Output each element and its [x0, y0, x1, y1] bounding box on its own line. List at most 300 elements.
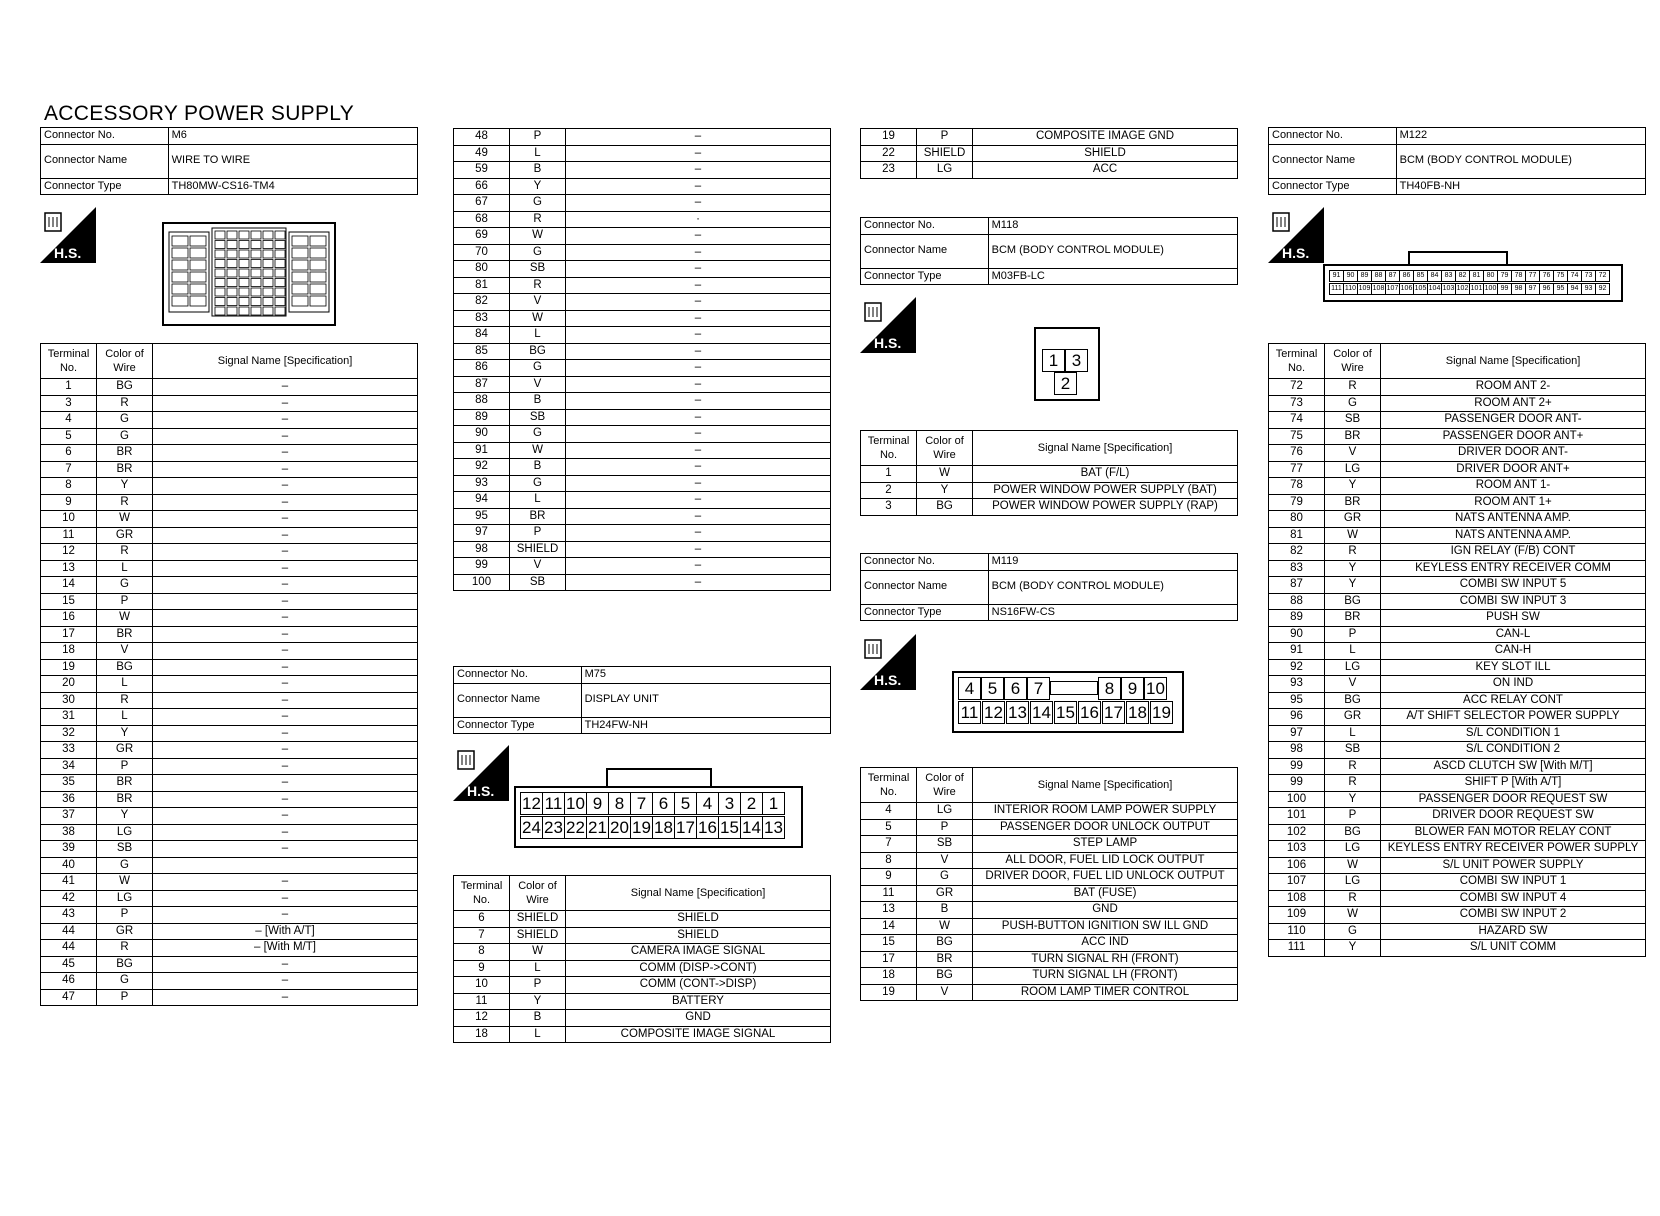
connector-type-value: TH24FW-NH: [581, 717, 830, 734]
table-row: [454, 1026, 831, 1043]
pin: 8: [608, 792, 631, 815]
wire-color-cell: Y: [1325, 791, 1381, 808]
wire-color-cell: W: [510, 944, 566, 961]
wire-color-cell: V: [510, 294, 566, 311]
terminal-no-cell: 85: [454, 343, 510, 360]
signal-name-cell: CAN-H: [1381, 643, 1646, 660]
pin: 22: [564, 816, 587, 839]
terminal-no-cell: 14: [41, 577, 97, 594]
wire-color-cell: L: [510, 327, 566, 344]
pin: 8: [1098, 677, 1121, 700]
pin: 90: [1343, 270, 1358, 282]
connector-m122-face: [1323, 264, 1623, 302]
pin: 6: [1004, 677, 1027, 700]
wire-color-cell: Y: [510, 993, 566, 1010]
table-row: [454, 360, 831, 377]
terminal-no-cell: 73: [1269, 395, 1325, 412]
signal-name-cell: –: [153, 725, 418, 742]
pin: 1: [1042, 349, 1065, 372]
connector-name-value: BCM (BODY CONTROL MODULE): [988, 234, 1237, 268]
terminal-no-cell: 20: [41, 676, 97, 693]
wire-color-cell: B: [510, 459, 566, 476]
pin: 74: [1567, 270, 1582, 282]
terminal-no-cell: 100: [1269, 791, 1325, 808]
wire-color-cell: BG: [917, 935, 973, 952]
signal-name-header: Signal Name [Specification]: [973, 768, 1238, 803]
wire-color-cell: V: [917, 852, 973, 869]
terminal-no-cell: 46: [41, 973, 97, 990]
table-row: [1269, 824, 1646, 841]
m6-terminal-table-cont-wrap: [453, 128, 831, 591]
pin: 15: [1054, 701, 1077, 724]
pin: 73: [1581, 270, 1596, 282]
pin: 9: [1121, 677, 1144, 700]
table-row: [41, 940, 418, 957]
harness-side-icon: [860, 297, 916, 353]
table-row: [1269, 593, 1646, 610]
connector-no-value: M75: [581, 667, 830, 684]
connector-no-value: M119: [988, 554, 1237, 571]
table-row: [861, 852, 1238, 869]
terminal-no-header: Terminal No.: [1269, 344, 1325, 379]
wire-color-cell: W: [510, 442, 566, 459]
table-row: [1269, 692, 1646, 709]
wire-color-cell: SHIELD: [510, 927, 566, 944]
wire-color-cell: SB: [1325, 742, 1381, 759]
signal-name-cell: –: [566, 129, 831, 146]
pin: 98: [1511, 283, 1526, 295]
signal-name-cell: – [With M/T]: [153, 940, 418, 957]
table-row: [1269, 857, 1646, 874]
wire-color-cell: BG: [1325, 692, 1381, 709]
pin: 104: [1427, 283, 1442, 295]
pin: 89: [1357, 270, 1372, 282]
connector-no-value: M122: [1396, 128, 1645, 145]
signal-name-cell: –: [566, 228, 831, 245]
terminal-no-cell: 83: [454, 310, 510, 327]
terminal-no-cell: 19: [41, 659, 97, 676]
wire-color-cell: Y: [97, 478, 153, 495]
terminal-no-cell: 74: [1269, 412, 1325, 429]
wire-color-cell: Y: [1325, 577, 1381, 594]
terminal-no-cell: 39: [41, 841, 97, 858]
signal-name-cell: –: [153, 445, 418, 462]
connector-type-value: NS16FW-CS: [988, 604, 1237, 621]
signal-name-header: Signal Name [Specification]: [1381, 344, 1646, 379]
pin: 13: [762, 816, 785, 839]
terminal-no-cell: 88: [454, 393, 510, 410]
signal-name-cell: –: [566, 277, 831, 294]
table-row: [454, 211, 831, 228]
table-row: [1269, 808, 1646, 825]
pin: 109: [1357, 283, 1372, 295]
terminal-no-cell: 66: [454, 178, 510, 195]
wire-color-cell: W: [1325, 907, 1381, 924]
terminal-no-cell: 40: [41, 857, 97, 874]
terminal-no-cell: 78: [1269, 478, 1325, 495]
table-row: [454, 376, 831, 393]
terminal-no-cell: 97: [1269, 725, 1325, 742]
pin: 80: [1483, 270, 1498, 282]
table-row: [454, 574, 831, 591]
terminal-no-cell: 22: [861, 145, 917, 162]
m75-terminal-table-cont: [860, 128, 1238, 179]
wire-color-cell: V: [917, 984, 973, 1001]
terminal-no-cell: 16: [41, 610, 97, 627]
signal-name-cell: –: [566, 541, 831, 558]
terminal-no-cell: 34: [41, 758, 97, 775]
wire-color-cell: BR: [1325, 610, 1381, 627]
terminal-no-cell: 3: [861, 499, 917, 516]
pin: 24: [520, 816, 543, 839]
terminal-no-cell: 89: [1269, 610, 1325, 627]
terminal-no-header: Terminal No.: [861, 431, 917, 466]
terminal-no-cell: 59: [454, 162, 510, 179]
wire-color-cell: R: [1325, 379, 1381, 396]
signal-name-cell: PASSENGER DOOR REQUEST SW: [1381, 791, 1646, 808]
wire-color-cell: GR: [97, 923, 153, 940]
table-row: [454, 541, 831, 558]
signal-name-cell: ROOM LAMP TIMER CONTROL: [973, 984, 1238, 1001]
wire-color-cell: V: [510, 558, 566, 575]
wire-color-cell: R: [1325, 775, 1381, 792]
terminal-no-cell: 13: [41, 560, 97, 577]
wire-color-cell: GR: [1325, 511, 1381, 528]
signal-name-cell: –: [153, 907, 418, 924]
terminal-no-cell: 9: [861, 869, 917, 886]
wire-color-cell: R: [97, 692, 153, 709]
signal-name-cell: ACC IND: [973, 935, 1238, 952]
signal-name-cell: PUSH-BUTTON IGNITION SW ILL GND: [973, 918, 1238, 935]
wire-color-cell: P: [97, 593, 153, 610]
connector-type-label: Connector Type: [41, 178, 169, 195]
terminal-no-cell: 92: [454, 459, 510, 476]
table-row: [1269, 428, 1646, 445]
pin: 103: [1441, 283, 1456, 295]
table-row: [1269, 395, 1646, 412]
signal-name-cell: COMPOSITE IMAGE SIGNAL: [566, 1026, 831, 1043]
connector-type-value: M03FB-LC: [988, 268, 1237, 285]
connector-no-label: Connector No.: [861, 218, 989, 235]
signal-name-cell: –: [153, 841, 418, 858]
terminal-no-cell: 86: [454, 360, 510, 377]
terminal-no-cell: 79: [1269, 494, 1325, 511]
signal-name-cell: TURN SIGNAL LH (FRONT): [973, 968, 1238, 985]
terminal-no-cell: 69: [454, 228, 510, 245]
signal-name-cell: ACC: [973, 162, 1238, 179]
table-row: [1269, 890, 1646, 907]
terminal-no-cell: 43: [41, 907, 97, 924]
terminal-no-cell: 67: [454, 195, 510, 212]
signal-name-cell: SHIELD: [973, 145, 1238, 162]
table-row: [1269, 610, 1646, 627]
wire-color-cell: P: [917, 129, 973, 146]
table-row: [454, 393, 831, 410]
table-row: [1269, 527, 1646, 544]
terminal-no-cell: 49: [454, 145, 510, 162]
wire-color-cell: SB: [510, 409, 566, 426]
terminal-no-cell: 99: [454, 558, 510, 575]
connector-info-table: [860, 553, 1238, 621]
terminal-no-cell: 6: [454, 911, 510, 928]
terminal-no-cell: 7: [454, 927, 510, 944]
wire-color-cell: L: [1325, 725, 1381, 742]
table-row: [41, 659, 418, 676]
wire-color-cell: L: [510, 145, 566, 162]
wire-color-cell: Y: [1325, 560, 1381, 577]
table-row: [454, 558, 831, 575]
wire-color-cell: P: [917, 819, 973, 836]
table-row: [41, 923, 418, 940]
signal-name-cell: HAZARD SW: [1381, 923, 1646, 940]
wire-color-cell: SHIELD: [510, 911, 566, 928]
terminal-no-cell: 88: [1269, 593, 1325, 610]
terminal-no-cell: 97: [454, 525, 510, 542]
table-row: [861, 129, 1238, 146]
wire-color-cell: BG: [97, 956, 153, 973]
svg-text:H.S.: H.S.: [467, 783, 495, 799]
connector-info-table: [40, 127, 418, 195]
wire-color-cell: W: [510, 228, 566, 245]
table-row: [454, 244, 831, 261]
wire-color-cell: R: [510, 211, 566, 228]
wire-color-cell: LG: [97, 824, 153, 841]
signal-name-cell: –: [566, 195, 831, 212]
pin: 88: [1371, 270, 1386, 282]
table-row: [1269, 577, 1646, 594]
signal-name-cell: ASCD CLUTCH SW [With M/T]: [1381, 758, 1646, 775]
table-row: [1269, 560, 1646, 577]
connector-type-value: TH80MW-CS16-TM4: [168, 178, 417, 195]
pin: 97: [1525, 283, 1540, 295]
signal-name-cell: BATTERY: [566, 993, 831, 1010]
wire-color-cell: BR: [1325, 428, 1381, 445]
wire-color-cell: BR: [97, 445, 153, 462]
wire-color-cell: R: [97, 544, 153, 561]
wire-color-cell: W: [510, 310, 566, 327]
terminal-no-cell: 107: [1269, 874, 1325, 891]
m118-terminal-table: [860, 430, 1238, 516]
terminal-no-cell: 32: [41, 725, 97, 742]
pin: 100: [1483, 283, 1498, 295]
terminal-no-cell: 14: [861, 918, 917, 935]
terminal-no-cell: 15: [41, 593, 97, 610]
wire-color-cell: BR: [97, 775, 153, 792]
wire-color-cell: B: [917, 902, 973, 919]
table-row: [454, 1010, 831, 1027]
table-row: [454, 327, 831, 344]
table-row: [1269, 940, 1646, 957]
table-row: [41, 775, 418, 792]
table-row: [41, 527, 418, 544]
terminal-no-cell: 38: [41, 824, 97, 841]
terminal-no-header: Terminal No.: [454, 876, 510, 911]
wire-color-cell: G: [97, 857, 153, 874]
table-row: [454, 228, 831, 245]
terminal-no-cell: 103: [1269, 841, 1325, 858]
table-row: [1269, 511, 1646, 528]
pin: 84: [1427, 270, 1442, 282]
terminal-no-cell: 83: [1269, 560, 1325, 577]
signal-name-cell: CAMERA IMAGE SIGNAL: [566, 944, 831, 961]
wire-color-cell: R: [1325, 890, 1381, 907]
table-row: [861, 968, 1238, 985]
terminal-no-cell: 23: [861, 162, 917, 179]
table-row: [861, 162, 1238, 179]
wire-color-cell: LG: [1325, 874, 1381, 891]
terminal-no-cell: 109: [1269, 907, 1325, 924]
table-row: [41, 511, 418, 528]
connector-no-label: Connector No.: [454, 667, 582, 684]
pin: 12: [982, 701, 1005, 724]
wire-color-cell: G: [1325, 395, 1381, 412]
table-row: [861, 819, 1238, 836]
terminal-no-cell: 18: [454, 1026, 510, 1043]
signal-name-cell: ACC RELAY CONT: [1381, 692, 1646, 709]
wire-color-cell: R: [1325, 544, 1381, 561]
pin: 10: [1144, 677, 1167, 700]
wire-color-cell: BR: [97, 461, 153, 478]
signal-name-cell: –: [153, 626, 418, 643]
connector-name-label: Connector Name: [454, 683, 582, 717]
wire-color-cell: L: [97, 676, 153, 693]
table-row: [1269, 544, 1646, 561]
table-row: [41, 857, 418, 874]
terminal-no-cell: 19: [861, 984, 917, 1001]
signal-name-cell: ON IND: [1381, 676, 1646, 693]
signal-name-cell: –: [566, 508, 831, 525]
connector-m118: [860, 217, 1238, 285]
pin: 5: [981, 677, 1004, 700]
wire-color-cell: P: [510, 977, 566, 994]
pin: 85: [1413, 270, 1428, 282]
pin: 23: [542, 816, 565, 839]
signal-name-cell: COMBI SW INPUT 2: [1381, 907, 1646, 924]
table-row: [1269, 907, 1646, 924]
terminal-no-cell: 81: [1269, 527, 1325, 544]
wire-color-cell: R: [97, 494, 153, 511]
wire-color-cell: SB: [97, 841, 153, 858]
table-row: [454, 409, 831, 426]
wire-color-cell: Y: [917, 482, 973, 499]
terminal-no-cell: 35: [41, 775, 97, 792]
connector-type-label: Connector Type: [454, 717, 582, 734]
connector-info-table: [860, 217, 1238, 285]
table-row: [454, 459, 831, 476]
wire-color-cell: W: [917, 918, 973, 935]
pin: 86: [1399, 270, 1414, 282]
wire-color-cell: P: [97, 989, 153, 1006]
signal-name-cell: –: [566, 426, 831, 443]
connector-type-value: TH40FB-NH: [1396, 178, 1645, 195]
table-row: [861, 836, 1238, 853]
terminal-no-cell: 9: [454, 960, 510, 977]
pin: 87: [1385, 270, 1400, 282]
terminal-no-cell: 99: [1269, 775, 1325, 792]
wire-color-cell: SB: [510, 574, 566, 591]
m122-terminal-table-wrap: [1268, 343, 1646, 957]
connector-m122: [1268, 127, 1646, 195]
signal-name-cell: –: [566, 178, 831, 195]
table-row: [454, 525, 831, 542]
pin: 105: [1413, 283, 1428, 295]
terminal-no-cell: 3: [41, 395, 97, 412]
m75-terminal-table: [453, 875, 831, 1043]
signal-name-cell: – [With A/T]: [153, 923, 418, 940]
pin: 76: [1539, 270, 1554, 282]
harness-side-icon: [860, 634, 916, 690]
table-row: [41, 692, 418, 709]
table-row: [1269, 874, 1646, 891]
terminal-no-cell: 87: [454, 376, 510, 393]
signal-name-cell: BAT (F/L): [973, 466, 1238, 483]
wire-color-cell: BR: [97, 791, 153, 808]
pin: 99: [1497, 283, 1512, 295]
signal-name-cell: –: [153, 527, 418, 544]
table-row: [1269, 775, 1646, 792]
signal-name-cell: –: [153, 544, 418, 561]
signal-name-cell: –: [153, 742, 418, 759]
pin: 106: [1399, 283, 1414, 295]
wire-color-cell: BR: [917, 951, 973, 968]
terminal-no-cell: 44: [41, 923, 97, 940]
wire-color-cell: R: [1325, 758, 1381, 775]
wire-color-cell: V: [510, 376, 566, 393]
signal-name-cell: DRIVER DOOR, FUEL LID UNLOCK OUTPUT: [973, 869, 1238, 886]
wire-color-cell: Y: [97, 725, 153, 742]
terminal-no-cell: 98: [1269, 742, 1325, 759]
connector-type-label: Connector Type: [1269, 178, 1397, 195]
signal-name-cell: –: [566, 409, 831, 426]
pin: 101: [1469, 283, 1484, 295]
table-row: [41, 412, 418, 429]
terminal-no-cell: 37: [41, 808, 97, 825]
wire-color-cell: V: [97, 643, 153, 660]
terminal-no-cell: 70: [454, 244, 510, 261]
signal-name-cell: S/L CONDITION 1: [1381, 725, 1646, 742]
m118-terminal-table-wrap: [860, 430, 1238, 516]
connector-name-label: Connector Name: [861, 570, 989, 604]
pin: 102: [1455, 283, 1470, 295]
signal-name-cell: KEYLESS ENTRY RECEIVER COMM: [1381, 560, 1646, 577]
terminal-no-cell: 13: [861, 902, 917, 919]
terminal-no-header: Terminal No.: [41, 344, 97, 379]
terminal-no-cell: 33: [41, 742, 97, 759]
signal-name-cell: COMBI SW INPUT 3: [1381, 593, 1646, 610]
table-row: [41, 742, 418, 759]
color-of-wire-header: Color of Wire: [917, 768, 973, 803]
signal-name-cell: –: [153, 989, 418, 1006]
signal-name-cell: KEYLESS ENTRY RECEIVER POWER SUPPLY: [1381, 841, 1646, 858]
terminal-no-cell: 77: [1269, 461, 1325, 478]
wire-color-cell: R: [97, 940, 153, 957]
signal-name-cell: –: [153, 494, 418, 511]
table-row: [861, 885, 1238, 902]
terminal-no-cell: 18: [861, 968, 917, 985]
wire-color-cell: R: [97, 395, 153, 412]
signal-name-cell: –: [566, 360, 831, 377]
connector-no-value: M118: [988, 218, 1237, 235]
wire-color-cell: BG: [97, 659, 153, 676]
terminal-no-cell: 101: [1269, 808, 1325, 825]
wire-color-cell: SB: [510, 261, 566, 278]
terminal-no-cell: 81: [454, 277, 510, 294]
wire-color-cell: W: [1325, 527, 1381, 544]
pin: 14: [1030, 701, 1053, 724]
signal-name-cell: COMBI SW INPUT 4: [1381, 890, 1646, 907]
connector-info-table: [1268, 127, 1646, 195]
wire-color-cell: R: [510, 277, 566, 294]
